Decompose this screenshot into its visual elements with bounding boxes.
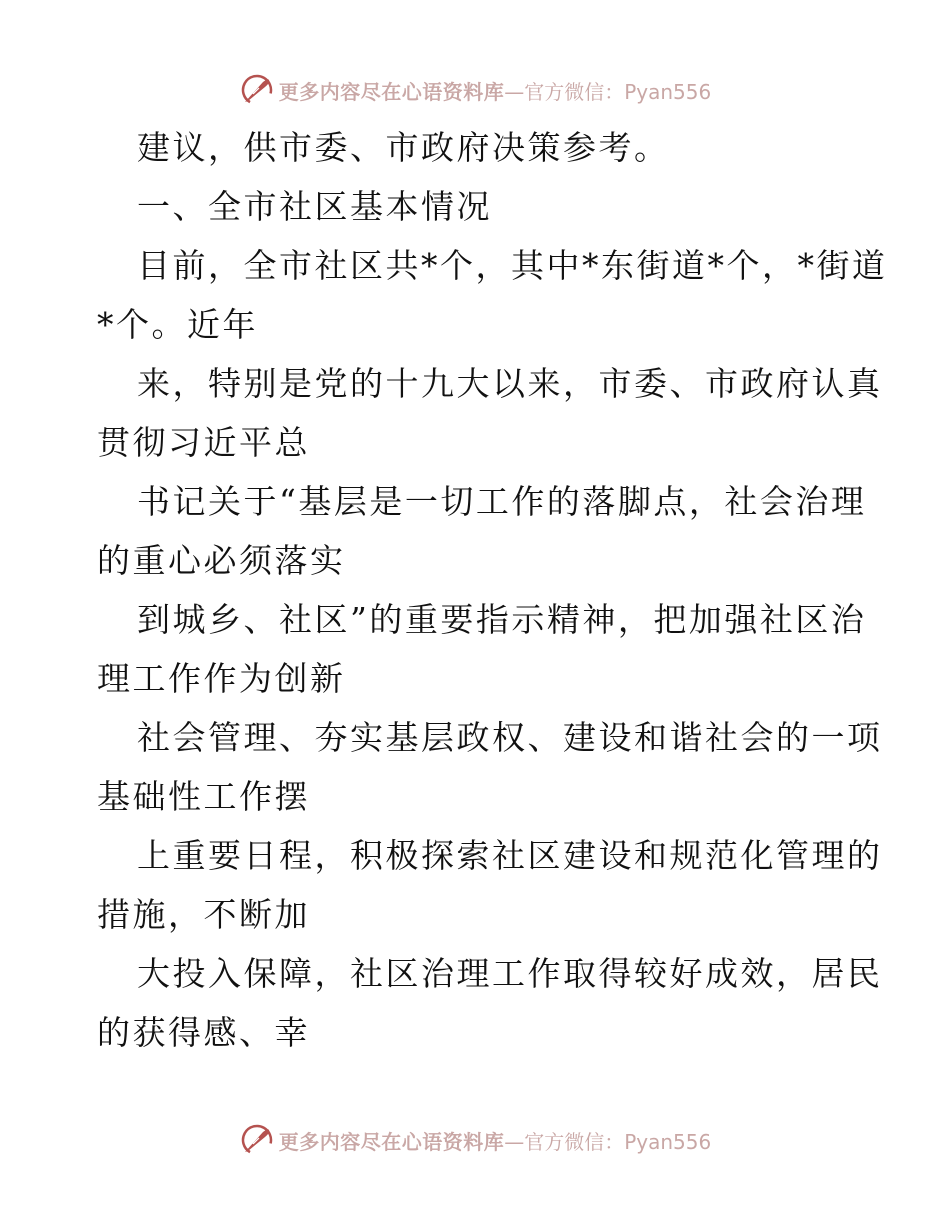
text-line: 目前，全市社区共*个，其中*东街道*个，*街道 [137, 246, 888, 285]
text-line: *个。近年 [97, 305, 258, 344]
header-watermark [0, 70, 950, 110]
feather-pen-logo-icon [239, 72, 275, 108]
text-line: 的重心必须落实 [97, 541, 346, 580]
text-line: 大投入保障，社区治理工作取得较好成效，居民 [137, 954, 883, 993]
text-line: 建议，供市委、市政府决策参考。 [137, 128, 670, 167]
text-line: 措施，不断加 [97, 895, 310, 934]
text-line: 到城乡、社区”的重要指示精神，把加强社区治 [137, 600, 867, 639]
text-line: 贯彻习近平总 [97, 423, 310, 462]
text-line: 理工作作为创新 [97, 659, 346, 698]
section-heading: 一、全市社区基本情况 [137, 187, 492, 226]
text-line: 书记关于“基层是一切工作的落脚点，社会治理 [137, 482, 867, 521]
watermark-contact-text: —官方微信：Pyan556 [504, 79, 712, 104]
watermark-contact-text: —官方微信：Pyan556 [504, 1129, 712, 1154]
footer-watermark [0, 1120, 950, 1160]
text-line: 来，特别是党的十九大以来，市委、市政府认真 [137, 364, 883, 403]
text-line: 基础性工作摆 [97, 777, 310, 816]
text-line: 社会管理、夯实基层政权、建设和谐社会的一项 [137, 718, 883, 757]
text-line: 上重要日程，积极探索社区建设和规范化管理的 [137, 836, 883, 875]
feather-pen-logo-icon [239, 1122, 275, 1158]
document-body [97, 118, 888, 1062]
text-line: 的获得感、幸 [97, 1013, 310, 1052]
watermark-brand-text: 更多内容尽在心语资料库 [278, 1129, 505, 1154]
watermark-brand-text: 更多内容尽在心语资料库 [278, 79, 505, 104]
